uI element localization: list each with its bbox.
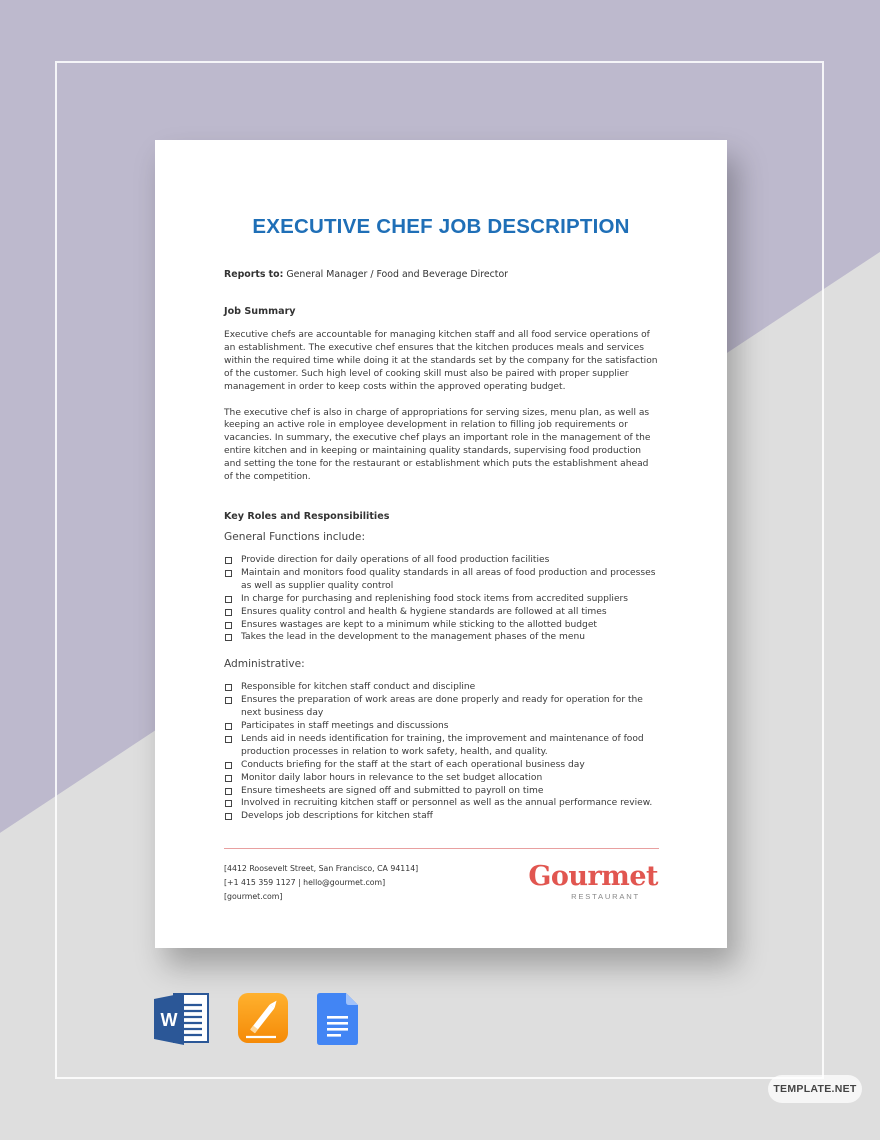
checkbox-icon xyxy=(225,800,232,807)
footer-contact: [+1 415 359 1127 | hello@gourmet.com] xyxy=(224,878,386,887)
general-functions-heading: General Functions include: xyxy=(224,530,366,543)
footer-divider xyxy=(224,848,659,849)
list-item: Responsible for kitchen staff conduct and discipline xyxy=(224,681,658,694)
checkbox-icon xyxy=(225,596,232,603)
template-net-badge[interactable]: TEMPLATE.NET xyxy=(768,1075,862,1103)
list-item: Maintain and monitors food quality standards in all areas of food production and processes as well as supplier quality control xyxy=(224,567,658,593)
reports-label: Reports to: xyxy=(224,269,284,280)
list-item: Provide direction for daily operations of all food production facilities xyxy=(224,554,658,567)
summary-paragraph: Executive chefs are accountable for managing kitchen staff and all food service operations of an establishment. The executive chef ensures that the kitchen produces meals and services within the required time while doing it at the standards set by the company for the satisfaction of the customer. Such high level of cooking skill must also be paired with proper supplier management in order to keep costs within the approved operating budget. xyxy=(224,330,658,392)
job-summary-heading: Job Summary xyxy=(224,306,296,317)
document-title: EXECUTIVE CHEF JOB DESCRIPTION xyxy=(252,215,630,238)
word-letter: W xyxy=(160,1010,178,1030)
checkbox-icon xyxy=(225,736,232,743)
list-item: Ensures quality control and health & hygiene standards are followed at all times xyxy=(224,606,658,619)
general-functions-list xyxy=(224,554,658,644)
list-item: Ensures the preparation of work areas are done properly and ready for operation for the next business day xyxy=(224,694,658,720)
google-docs-icon[interactable] xyxy=(317,993,359,1050)
list-item: In charge for purchasing and replenishing food stock items from accredited suppliers xyxy=(224,593,658,606)
checkbox-icon xyxy=(225,775,232,782)
checkbox-icon xyxy=(225,570,232,577)
document-page xyxy=(155,140,727,948)
word-icon[interactable] xyxy=(154,993,210,1050)
checkbox-icon xyxy=(225,813,232,820)
checkbox-icon xyxy=(225,634,232,641)
list-item: Conducts briefing for the staff at the start of each operational business day xyxy=(224,759,658,772)
logo-subtitle: RESTAURANT xyxy=(571,892,640,901)
administrative-heading: Administrative: xyxy=(224,658,305,671)
list-item: Ensure timesheets are signed off and submitted to payroll on time xyxy=(224,785,658,798)
list-item: Ensures wastages are kept to a minimum while sticking to the allotted budget xyxy=(224,619,658,632)
pages-icon[interactable] xyxy=(238,993,290,1050)
checkbox-icon xyxy=(225,762,232,769)
footer-address-block xyxy=(224,862,418,904)
list-item: Monitor daily labor hours in relevance to the set budget allocation xyxy=(224,772,658,785)
checkbox-icon xyxy=(225,622,232,629)
checkbox-icon xyxy=(225,697,232,704)
list-item: Involved in recruiting kitchen staff or personnel as well as the annual performance review. xyxy=(224,797,658,810)
administrative-list xyxy=(224,681,658,823)
reports-value: General Manager / Food and Beverage Director xyxy=(286,269,509,280)
footer-address: [4412 Roosevelt Street, San Francisco, CA 94114] xyxy=(224,864,419,873)
list-item: Develops job descriptions for kitchen staff xyxy=(224,810,658,823)
checkbox-icon xyxy=(225,723,232,730)
footer-website: [gourmet.com] xyxy=(224,892,283,901)
summary-paragraph: The executive chef is also in charge of appropriations for serving sizes, menu plan, as well as keeping an active role in employee development in relation to filling job requirements or vacancies. In summary, the executive chef plays an important role in the management of the entire kitchen and in keeping or maintaining quality standards, supervising food production and setting the tone for the restaurant or establishment which puts the establishment ahead of the competition. xyxy=(224,407,651,483)
checkbox-icon xyxy=(225,684,232,691)
reports-to xyxy=(224,269,658,280)
logo-name: Gourmet xyxy=(528,861,658,892)
list-item: Participates in staff meetings and discussions xyxy=(224,720,658,733)
list-item: Takes the lead in the development to the management phases of the menu xyxy=(224,631,658,644)
checkbox-icon xyxy=(225,788,232,795)
roles-heading: Key Roles and Responsibilities xyxy=(224,510,390,522)
gourmet-logo xyxy=(528,862,658,901)
checkbox-icon xyxy=(225,557,232,564)
list-item: Lends aid in needs identification for training, the improvement and maintenance of food production processes in relation to work safety, health, and quality. xyxy=(224,733,658,759)
checkbox-icon xyxy=(225,609,232,616)
